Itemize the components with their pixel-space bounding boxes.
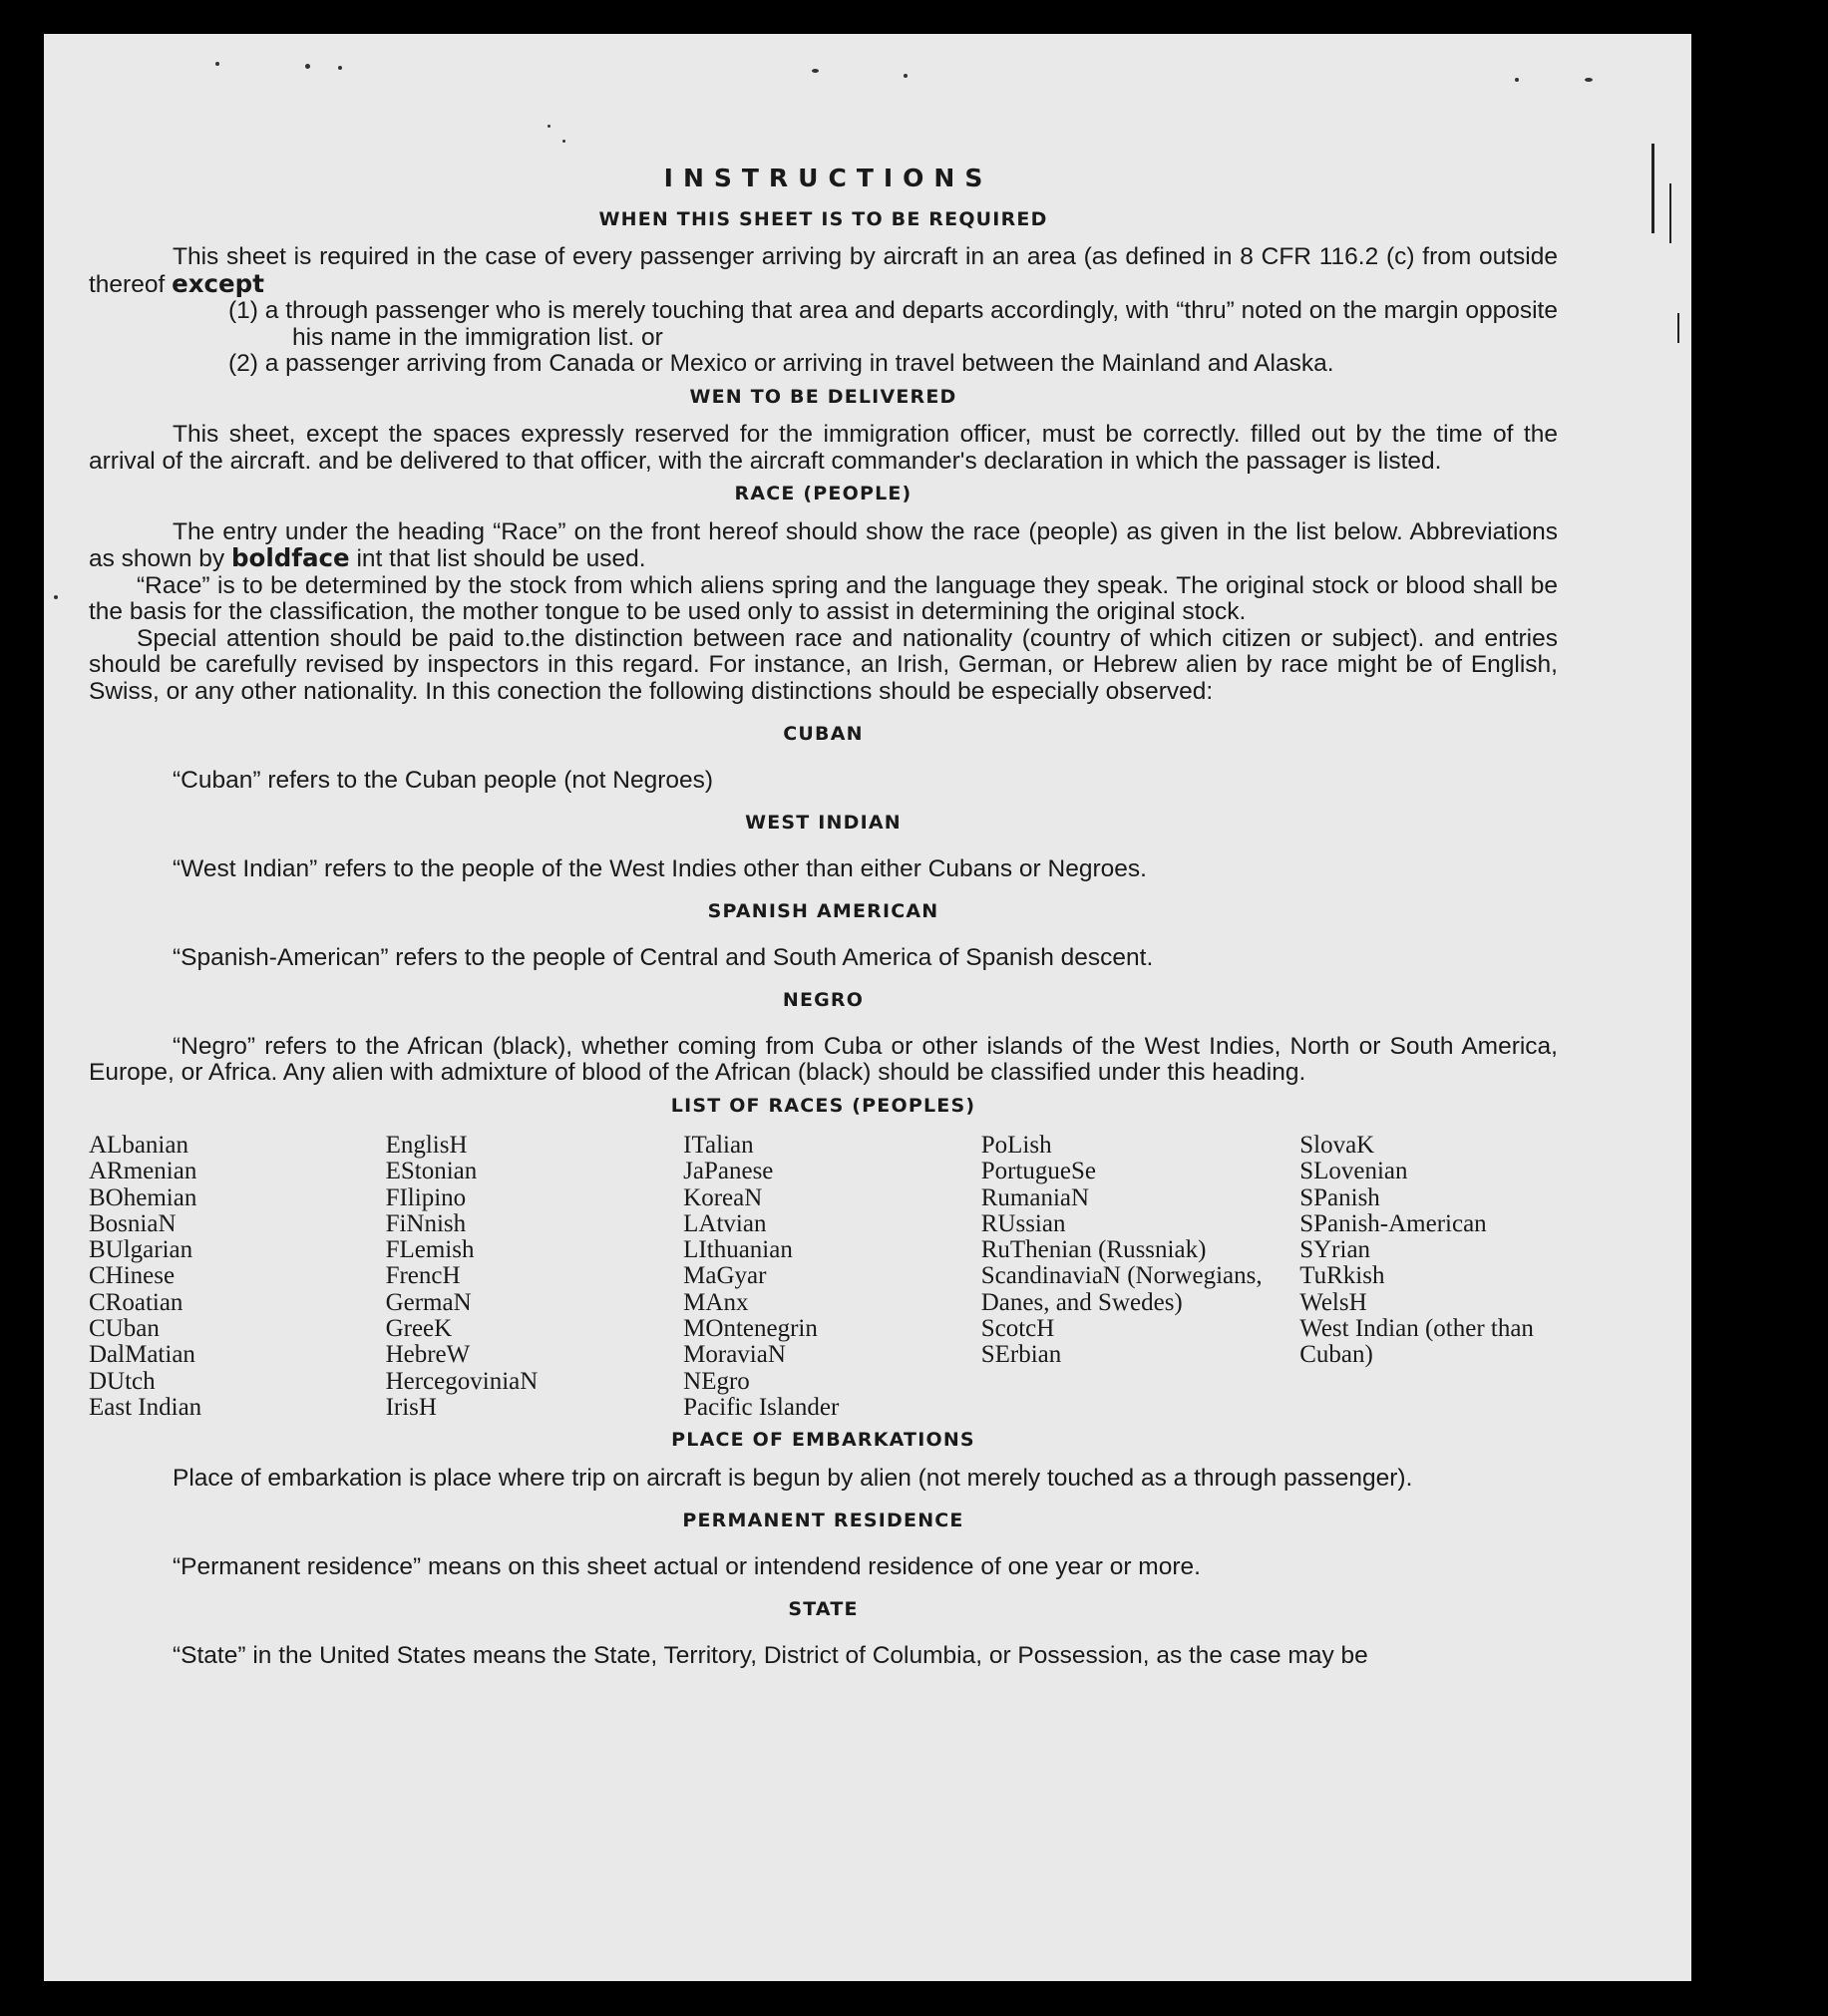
race-item: Pacific Islander — [683, 1393, 840, 1421]
race-item: RUssian — [980, 1209, 1066, 1237]
race-item: East Indian — [89, 1393, 202, 1421]
scan-speck — [548, 125, 550, 128]
race-item: ALbanian — [89, 1132, 188, 1159]
race-item: CHinese — [89, 1262, 176, 1290]
race-item: DUtch — [89, 1367, 156, 1395]
race-item: IrisH — [385, 1393, 437, 1421]
race-item: MAnx — [683, 1288, 749, 1316]
delivered-text: This sheet, except the spaces expressly reserved for the immigration officer, must be correctly. filled out by the time of the arrival of the aircraft. and be delivered to that officer, with the aircraft commander's declaration in which the passager is listed. — [89, 421, 1558, 475]
race-item: MoraviaN — [683, 1341, 786, 1369]
required-intro: This sheet is required in the case of every passenger arriving by aircraft in an area (as defined in 8 CFR 116.2 (c) from outside thereof except — [89, 243, 1558, 298]
except-emphasis: except — [172, 268, 264, 298]
race-item: FiNnish — [385, 1209, 467, 1237]
scan-speck — [338, 66, 342, 70]
boldface-emphasis: boldface — [231, 543, 350, 572]
west-indian-text: “West Indian” refers to the people of the West Indies other than either Cubans or Negroes. — [173, 854, 1147, 882]
scan-speck — [562, 140, 565, 143]
race-item: SYrian — [1299, 1236, 1371, 1264]
race-item: KoreaN — [683, 1183, 763, 1211]
cuban-text: “Cuban” refers to the Cuban people (not Negroes) — [173, 766, 714, 794]
race-item: FIlipino — [385, 1183, 467, 1211]
section-heading-race: RACE (PEOPLE) — [734, 483, 913, 504]
race-item: FLemish — [385, 1236, 475, 1264]
required-item-1: (1) a through passenger who is merely touching that area and departs accordingly, with “thru” noted on the margin opposite his name in the immigration list. or — [228, 297, 1558, 351]
section-heading-embarkation: PLACE OF EMBARKATIONS — [671, 1429, 975, 1452]
state-text: “State” in the United States means the State, Territory, District of Columbia, or Possession, as the case may be — [173, 1641, 1368, 1669]
races-column-4 — [981, 1133, 1299, 1421]
races-column-5 — [1299, 1133, 1558, 1421]
race-item: HebreW — [385, 1341, 471, 1369]
race-item: BosniaN — [89, 1209, 177, 1237]
section-heading-cuban: CUBAN — [783, 723, 864, 745]
race-item: BUlgarian — [89, 1236, 193, 1264]
race-paragraph-3: Special attention should be paid to.the distinction between race and nationality (country of which citizen or subject). and entries should be carefully revised by inspectors in this regard. For instance, an Irish, German, or Hebrew alien by race might be of English, Swiss, or any other nationality. In this conection the following distinctions should be especially observed: — [89, 624, 1558, 705]
race-item: TuRkish — [1299, 1262, 1385, 1290]
race-item: LAtvian — [683, 1209, 767, 1237]
race-item: RumaniaN — [980, 1183, 1090, 1211]
instructions-content — [89, 166, 1558, 1669]
race-item: EnglisH — [385, 1132, 468, 1159]
scan-speck — [1515, 78, 1519, 82]
scan-speck — [305, 64, 310, 69]
binding-mark — [1651, 144, 1654, 233]
race-item: BOhemian — [89, 1183, 197, 1211]
race-item: ITalian — [683, 1132, 754, 1159]
race-item: SPanish-American — [1299, 1209, 1487, 1237]
race-item: CUban — [89, 1315, 160, 1343]
residence-text: “Permanent residence” means on this sheet actual or intendend residence of one year or more. — [173, 1552, 1201, 1580]
scan-speck — [1585, 78, 1593, 82]
race-item: ScotcH — [980, 1315, 1055, 1343]
negro-text: “Negro” refers to the African (black), whether coming from Cuba or other islands of the West Indies, North or South America, Europe, or Africa. Any alien with admixture of blood of the African (black) should be classified under this heading. — [89, 1032, 1558, 1086]
spanish-american-text: “Spanish-American” refers to the people of Central and South America of Spanish descent. — [173, 943, 1154, 971]
race-item: EStonian — [385, 1158, 478, 1185]
race-item: ARmenian — [89, 1158, 197, 1185]
section-heading-delivered: WEN TO BE DELIVERED — [689, 385, 957, 408]
race-item: RuThenian (Russniak) — [980, 1236, 1207, 1264]
required-item-2: (2) a passenger arriving from Canada or Mexico or arriving in travel between the Mainland and Alaska. — [228, 350, 1334, 377]
race-item: WelsH — [1299, 1288, 1367, 1316]
section-heading-residence: PERMANENT RESIDENCE — [682, 1510, 964, 1532]
scan-speck — [904, 74, 908, 78]
race-item: PoLish — [980, 1132, 1052, 1159]
race-item: GreeK — [385, 1315, 453, 1343]
race-item: SlovaK — [1299, 1132, 1375, 1159]
race-item: GermaN — [385, 1288, 472, 1316]
race-paragraph-2: “Race” is to be determined by the stock from which aliens spring and the language they speak. The original stock or blood shall be the basis for the classification, the mother tongue to be used only to assist in determining the original stock. — [89, 571, 1558, 625]
page-title: INSTRUCTIONS — [663, 164, 993, 192]
races-list — [89, 1133, 1558, 1421]
race-item: NEgro — [683, 1367, 750, 1395]
race-paragraph-1: The entry under the heading “Race” on the front hereof should show the race (people) as given in the list below. Abbreviations as shown by boldface int that list should be used. — [89, 517, 1558, 572]
binding-mark — [1669, 183, 1671, 243]
scan-speck — [54, 595, 58, 599]
scan-speck — [215, 62, 219, 66]
race-item: HercegoviniaN — [385, 1367, 539, 1395]
race-item: ScandinaviaN (Norwegians, Danes, and Swedes) — [980, 1262, 1263, 1316]
race-item: DalMatian — [89, 1341, 195, 1369]
section-heading-west-indian: WEST INDIAN — [745, 812, 902, 834]
section-heading-spanish-american: SPANISH AMERICAN — [707, 900, 939, 922]
race-item: West Indian (other than Cuban) — [1299, 1315, 1534, 1369]
race-item: FrencH — [385, 1262, 461, 1290]
section-heading-required: WHEN THIS SHEET IS TO BE REQUIRED — [598, 207, 1048, 230]
section-heading-state: STATE — [788, 1598, 859, 1621]
race-item: SPanish — [1299, 1183, 1380, 1211]
scan-speck — [812, 69, 819, 73]
section-heading-negro: NEGRO — [782, 989, 865, 1011]
race-item: PortugueSe — [980, 1158, 1097, 1185]
race-item: SErbian — [980, 1341, 1062, 1369]
race-item: SLovenian — [1299, 1158, 1408, 1185]
document-page — [44, 34, 1691, 1981]
race-item: JaPanese — [683, 1158, 774, 1185]
embarkation-text: Place of embarkation is place where trip on aircraft is begun by alien (not merely touched as a through passenger). — [173, 1464, 1413, 1492]
race-item: MaGyar — [683, 1262, 767, 1290]
race-item: LIthuanian — [683, 1236, 793, 1264]
race-item: MOntenegrin — [683, 1315, 818, 1343]
section-heading-list-of-races: LIST OF RACES (PEOPLES) — [670, 1094, 976, 1117]
races-column-1 — [89, 1133, 386, 1421]
races-column-2 — [386, 1133, 684, 1421]
race-item: CRoatian — [89, 1288, 183, 1316]
races-column-3 — [683, 1133, 981, 1421]
binding-mark — [1677, 313, 1679, 343]
